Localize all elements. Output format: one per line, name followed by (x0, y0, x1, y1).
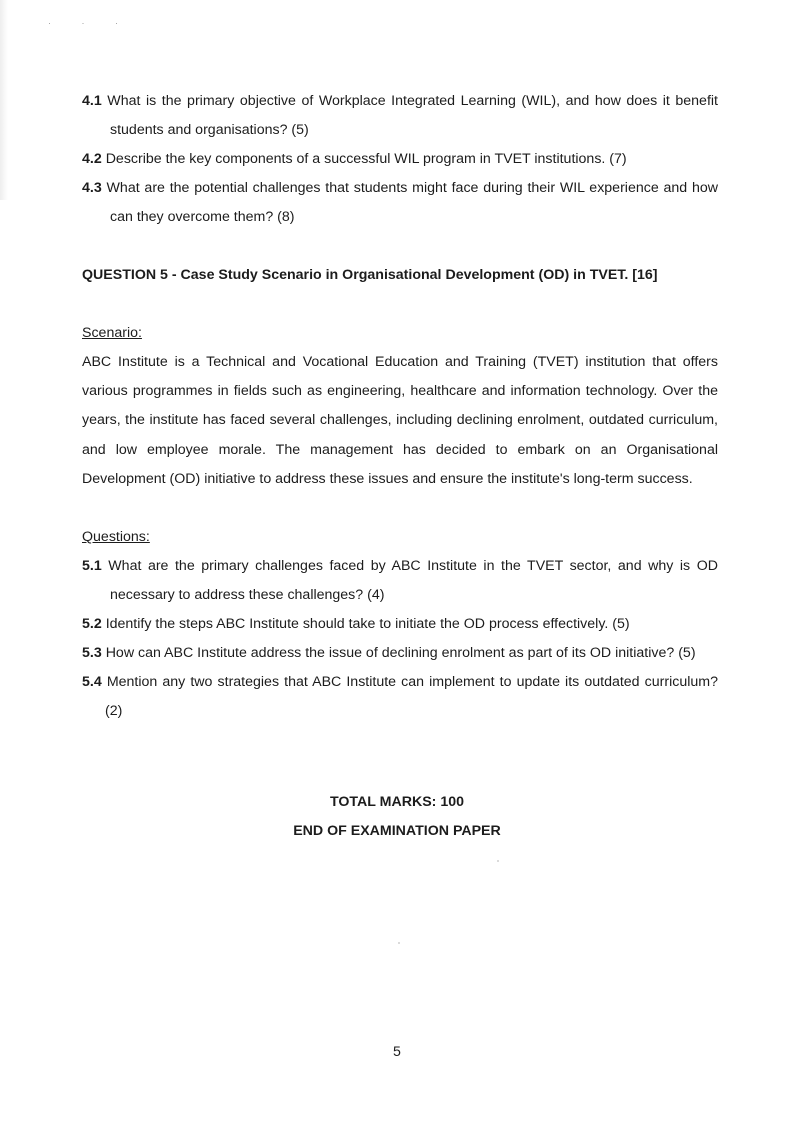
question-4-3 (82, 174, 718, 232)
question-text: How can ABC Institute address the issue of declining enrolment as part of its OD initiative? (5) (105, 645, 696, 662)
question-4-1 (82, 87, 718, 145)
scenario-text: ABC Institute is a Technical and Vocational Education and Training (TVET) institution that offers various programmes in fields such as engineering, healthcare and information technology. Over the years, the institute has faced several challenges, including declining enrolment, outdated curriculum, and low employee morale. The management has decided to embark on an Organisational Development (OD) initiative to address these issues and ensure the institute's long-term success. (82, 354, 718, 487)
question-5-4 (82, 668, 718, 726)
question-text: Identify the steps ABC Institute should take to initiate the OD process effectively. (5) (105, 616, 630, 633)
question-text: Describe the key components of a successful WIL program in TVET institutions. (7) (105, 151, 627, 167)
question-5-3 (82, 639, 718, 668)
questions-label: Questions: (82, 529, 150, 546)
question-text: What are the potential challenges that students might face during their WIL experience and how can they overcome them? (8) (106, 180, 718, 225)
scenario-label: Scenario: (82, 325, 142, 341)
question-number: 4.1 (82, 93, 102, 109)
question-4-2 (82, 145, 718, 174)
page-number: 5 (393, 1044, 401, 1060)
question-text: What is the primary objective of Workplace Integrated Learning (WIL), and how does it benefit students and organisations? (5) (107, 93, 718, 138)
question-number: 5.1 (82, 558, 102, 575)
exam-footer-block (0, 788, 794, 846)
question-text: What are the primary challenges faced by ABC Institute in the TVET sector, and why is OD necessary to address these challenges? (4) (108, 558, 718, 604)
question-number: 4.2 (82, 151, 102, 167)
scan-speck (497, 860, 499, 862)
question-5-2 (82, 610, 718, 639)
question-number: 5.4 (82, 674, 102, 691)
question-number: 4.3 (82, 180, 102, 196)
page-content (82, 87, 718, 726)
question-number: 5.2 (82, 616, 102, 633)
question-5-heading: QUESTION 5 - Case Study Scenario in Organisational Development (OD) in TVET. [16] (82, 267, 658, 283)
total-marks: TOTAL MARKS: 100 (329, 794, 464, 810)
question-5-1 (82, 552, 718, 610)
question-text: Mention any two strategies that ABC Institute can implement to update its outdated curriculum? (2) (105, 674, 718, 720)
question-number: 5.3 (82, 645, 102, 662)
scan-specks: · · · (48, 18, 132, 28)
end-of-paper: END OF EXAMINATION PAPER (293, 823, 501, 839)
scan-edge-shadow (0, 0, 8, 200)
scan-speck (398, 942, 400, 944)
